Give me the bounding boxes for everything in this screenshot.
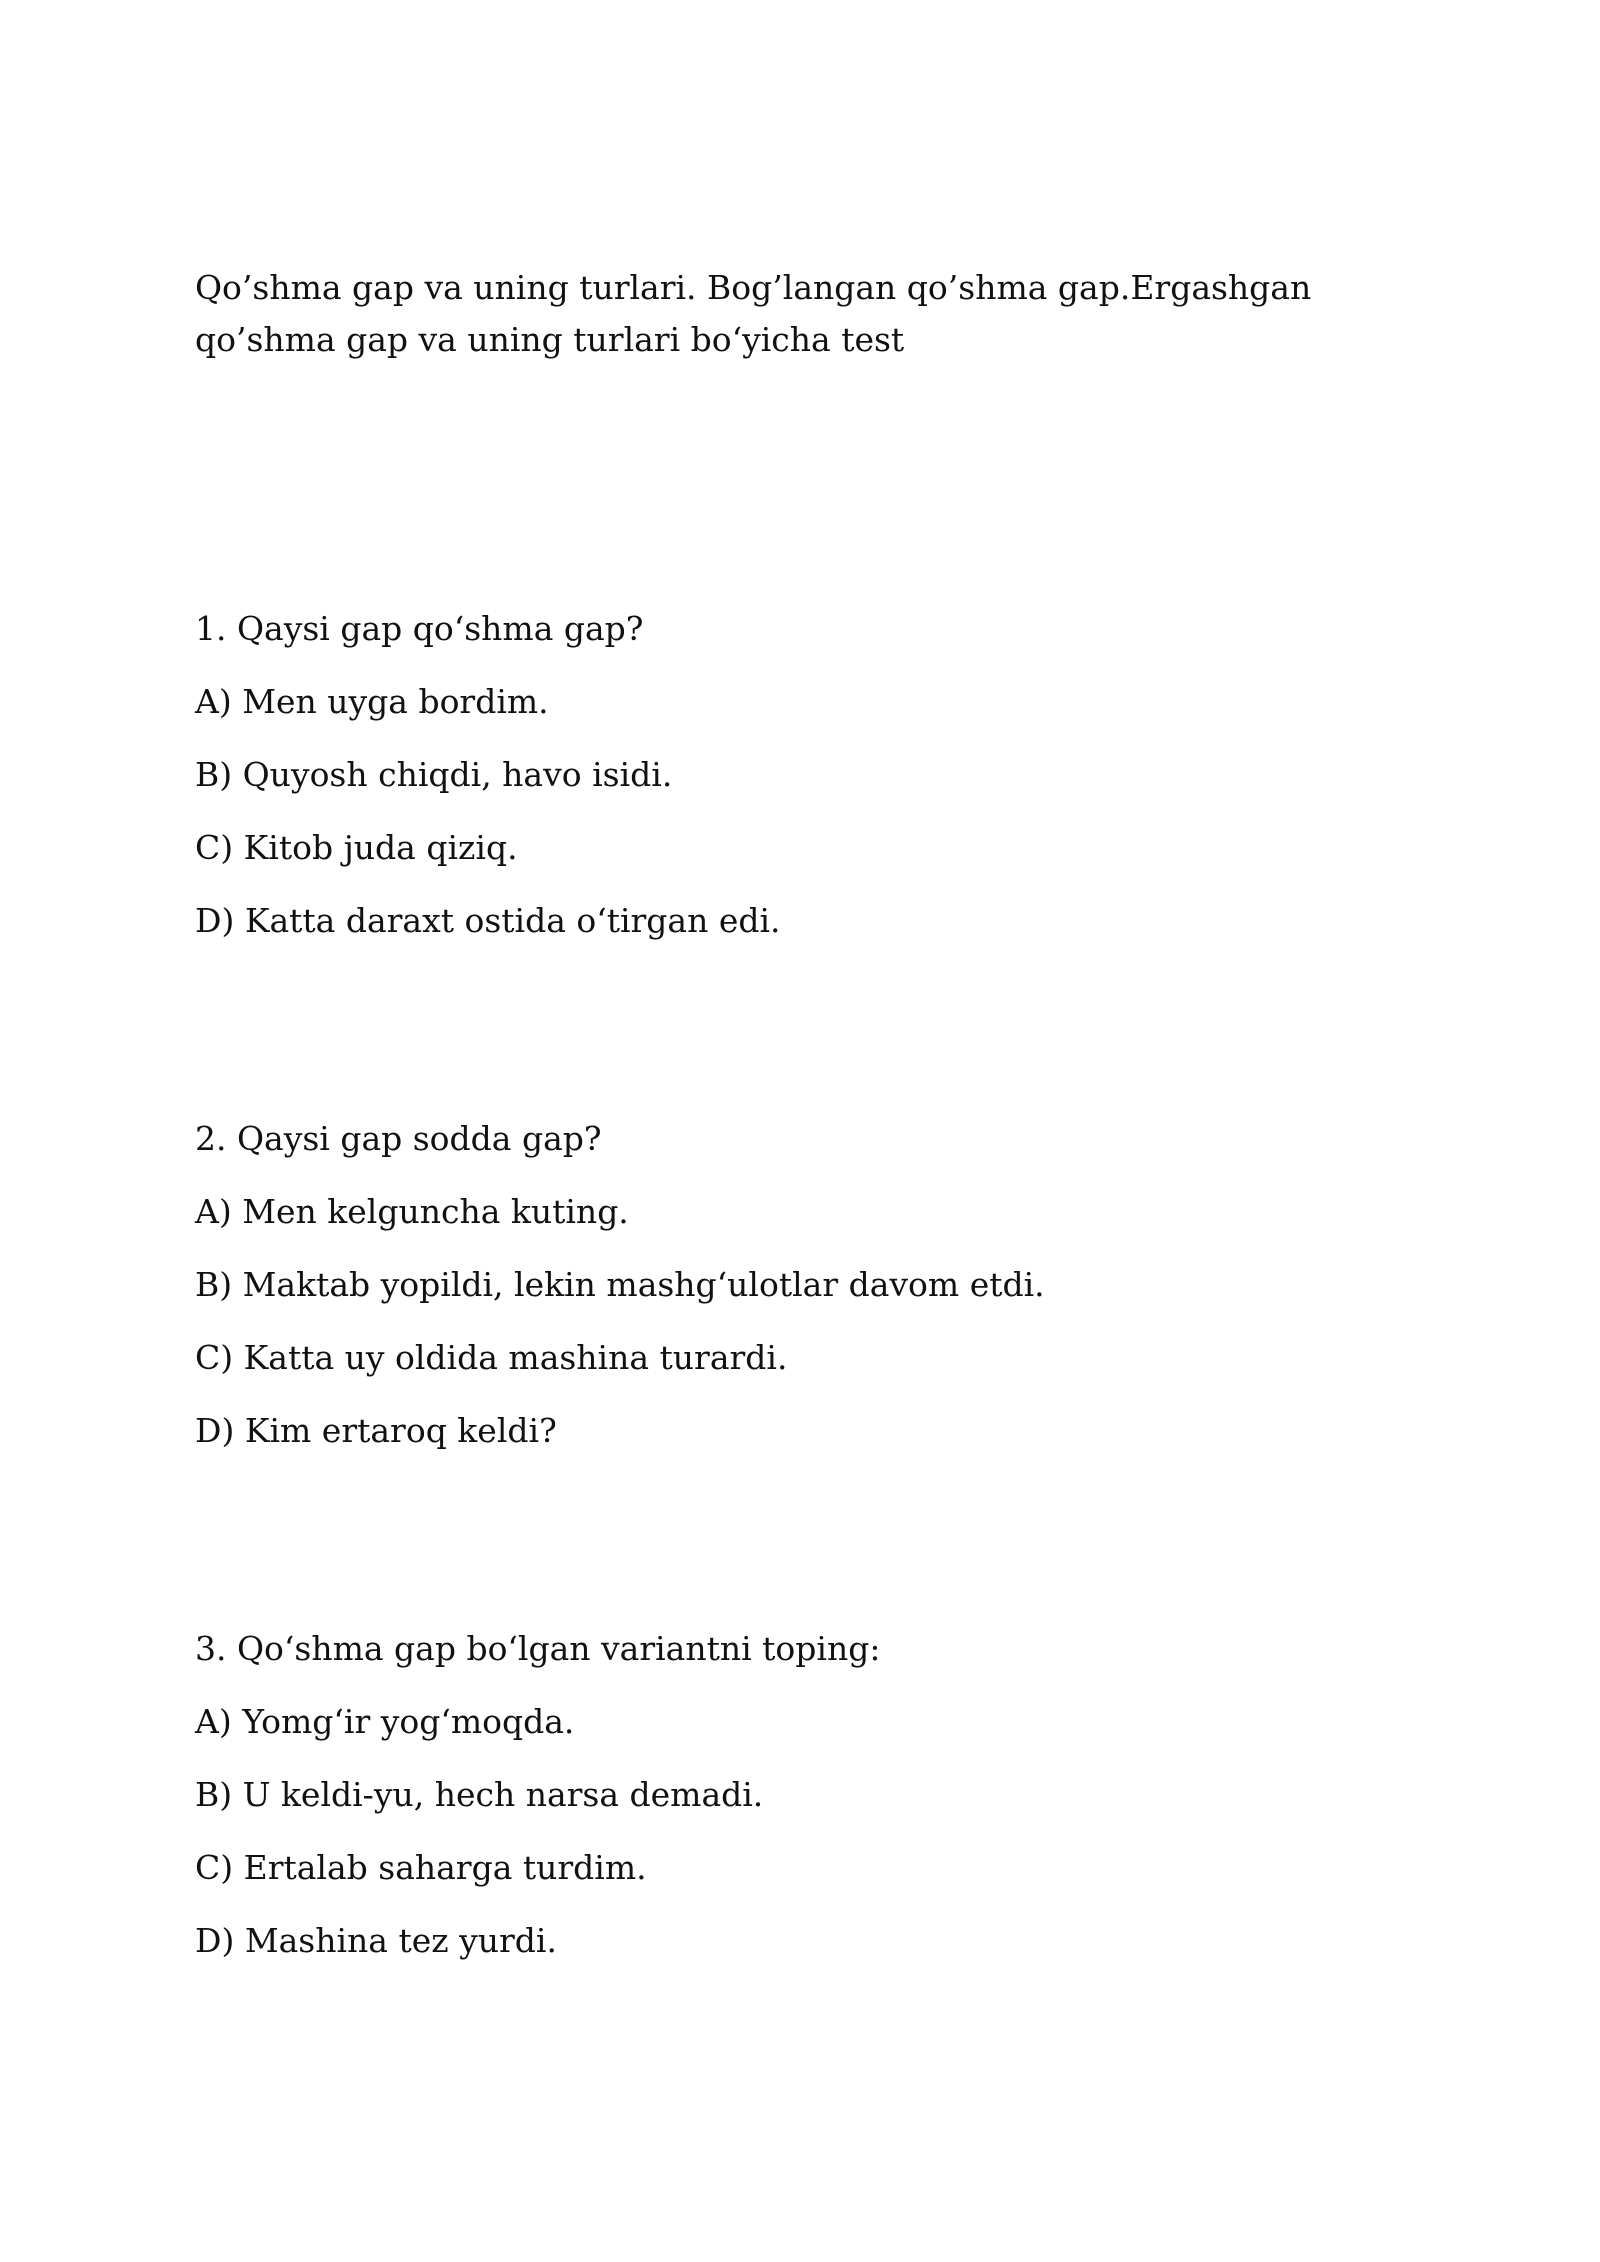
answer-option-b: B) Quyosh chiqdi, havo isidi. <box>195 755 673 794</box>
question-prompt: 3. Qo‘shma gap bo‘lgan variantni toping: <box>195 1629 881 1668</box>
answer-option-d: D) Mashina tez yurdi. <box>195 1921 557 1960</box>
question-1 <box>195 608 1395 973</box>
answer-option-c: C) Kitob juda qiziq. <box>195 828 518 867</box>
answer-option-d: D) Katta daraxt ostida o‘tirgan edi. <box>195 901 781 940</box>
answer-option-c: C) Ertalab saharga turdim. <box>195 1848 647 1887</box>
question-2 <box>195 1118 1395 1483</box>
answer-option-c: C) Katta uy oldida mashina turardi. <box>195 1338 788 1377</box>
answer-option-b: B) Maktab yopildi, lekin mashg‘ulotlar davom etdi. <box>195 1265 1045 1304</box>
question-prompt: 1. Qaysi gap qo‘shma gap? <box>195 609 644 648</box>
answer-option-b: B) U keldi-yu, hech narsa demadi. <box>195 1775 764 1814</box>
answer-option-a: A) Yomg‘ir yog‘moqda. <box>195 1702 575 1741</box>
answer-option-a: A) Men uyga bordim. <box>195 682 549 721</box>
question-prompt: 2. Qaysi gap sodda gap? <box>195 1119 602 1158</box>
document-title: Qo’shma gap va uning turlari. Bog’langan qo’shma gap.Ergashgan qo’shma gap va uning turlari bo‘yicha test <box>195 268 1312 359</box>
question-3 <box>195 1628 1395 1993</box>
answer-option-d: D) Kim ertaroq keldi? <box>195 1411 557 1450</box>
answer-option-a: A) Men kelguncha kuting. <box>195 1192 629 1231</box>
